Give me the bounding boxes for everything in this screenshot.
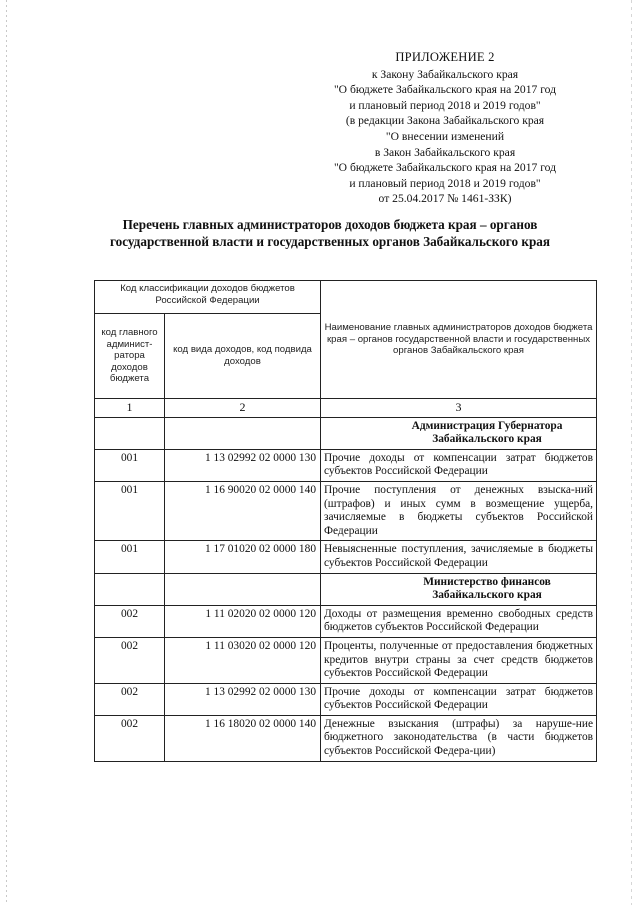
table-body	[95, 417, 597, 761]
appendix-line: и плановый период 2018 и 2019 годов"	[349, 176, 541, 190]
administrator-name-cell: Доходы от размещения временно свободных средств бюджетов субъектов Российской Федерации	[321, 605, 597, 637]
income-code-cell: 1 13 02992 02 0000 130	[165, 449, 321, 481]
appendix-line: "О бюджете Забайкальского края на 2017 год	[333, 83, 557, 97]
appendix-block	[300, 50, 590, 207]
table-row	[95, 715, 597, 761]
column-number-row	[95, 399, 597, 418]
appendix-line: (в редакции Закона Забайкальского края	[345, 114, 545, 128]
administrator-name-cell: Невыясненные поступления, зачисляемые в бюджеты субъектов Российской Федерации	[321, 541, 597, 573]
appendix-line: от 25.04.2017 № 1461-ЗЗК)	[378, 192, 512, 206]
income-code-cell	[165, 573, 321, 605]
column-number: 1	[95, 399, 165, 418]
scan-edge-left	[6, 0, 7, 905]
admin-code-cell: 001	[95, 481, 165, 540]
header-classification: Код классификации доходов бюджетов Российской Федерации	[95, 281, 321, 314]
header-income-code: код вида доходов, код подвида доходов	[165, 314, 321, 399]
table-row	[95, 683, 597, 715]
admin-code-cell: 002	[95, 715, 165, 761]
income-code-cell: 1 16 18020 02 0000 140	[165, 715, 321, 761]
income-code-cell: 1 16 90020 02 0000 140	[165, 481, 321, 540]
income-code-cell	[165, 417, 321, 449]
header-admin-code: код главного админист-ратора доходов бюджета	[95, 314, 165, 399]
admin-code-cell: 002	[95, 605, 165, 637]
table-header-row	[95, 281, 597, 314]
appendix-line: "О бюджете Забайкальского края на 2017 год	[333, 161, 557, 175]
income-code-cell: 1 11 03020 02 0000 120	[165, 637, 321, 683]
income-code-cell: 1 11 02020 02 0000 120	[165, 605, 321, 637]
administrator-name-cell: Прочие поступления от денежных взыска-ний (штрафов) и иных сумм в возмещение ущерба, зачисляемые в бюджеты субъектов Российской Федерации	[321, 481, 597, 540]
appendix-line: "О внесении изменений	[385, 129, 505, 143]
document-title-line: Перечень главных администраторов доходов бюджета края – органов	[122, 217, 538, 232]
appendix-title: ПРИЛОЖЕНИЕ 2	[395, 50, 495, 64]
admin-code-cell: 002	[95, 683, 165, 715]
administrator-name-cell: Министерство финансов Забайкальского края	[321, 573, 597, 605]
document-title-line: государственной власти и государственных органов Забайкальского края	[109, 234, 551, 249]
table-row	[95, 541, 597, 573]
document-title	[70, 216, 590, 250]
administrator-name-cell: Денежные взыскания (штрафы) за наруше-ние бюджетного законодательства (в части бюджетов субъектов Российской Федера-ции)	[321, 715, 597, 761]
administrator-name-cell: Прочие доходы от компенсации затрат бюджетов субъектов Российской Федерации	[321, 683, 597, 715]
admin-code-cell: 001	[95, 541, 165, 573]
admin-code-cell: 001	[95, 449, 165, 481]
group-heading-row	[95, 573, 597, 605]
administrator-name-cell: Прочие доходы от компенсации затрат бюджетов субъектов Российской Федерации	[321, 449, 597, 481]
table-row	[95, 449, 597, 481]
column-number: 3	[321, 399, 597, 418]
group-heading-row	[95, 417, 597, 449]
admin-code-cell: 002	[95, 637, 165, 683]
table-row	[95, 637, 597, 683]
appendix-line: к Закону Забайкальского края	[371, 67, 519, 81]
income-code-cell: 1 17 01020 02 0000 180	[165, 541, 321, 573]
administrators-table	[94, 280, 597, 762]
administrator-name-cell: Проценты, полученные от предоставления бюджетных кредитов внутри страны за счет средств бюджетов субъектов Российской Федерации	[321, 637, 597, 683]
scan-edge-right	[631, 0, 632, 905]
table-row	[95, 605, 597, 637]
income-code-cell: 1 13 02992 02 0000 130	[165, 683, 321, 715]
appendix-line: и плановый период 2018 и 2019 годов"	[349, 98, 541, 112]
admin-code-cell	[95, 417, 165, 449]
header-name: Наименование главных администраторов доходов бюджета края – органов государственной власти и государственных органов Забайкальского края	[321, 281, 597, 399]
administrator-name-cell: Администрация Губернатора Забайкальского края	[321, 417, 597, 449]
admin-code-cell	[95, 573, 165, 605]
table-row	[95, 481, 597, 540]
appendix-line: в Закон Забайкальского края	[374, 145, 516, 159]
column-number: 2	[165, 399, 321, 418]
